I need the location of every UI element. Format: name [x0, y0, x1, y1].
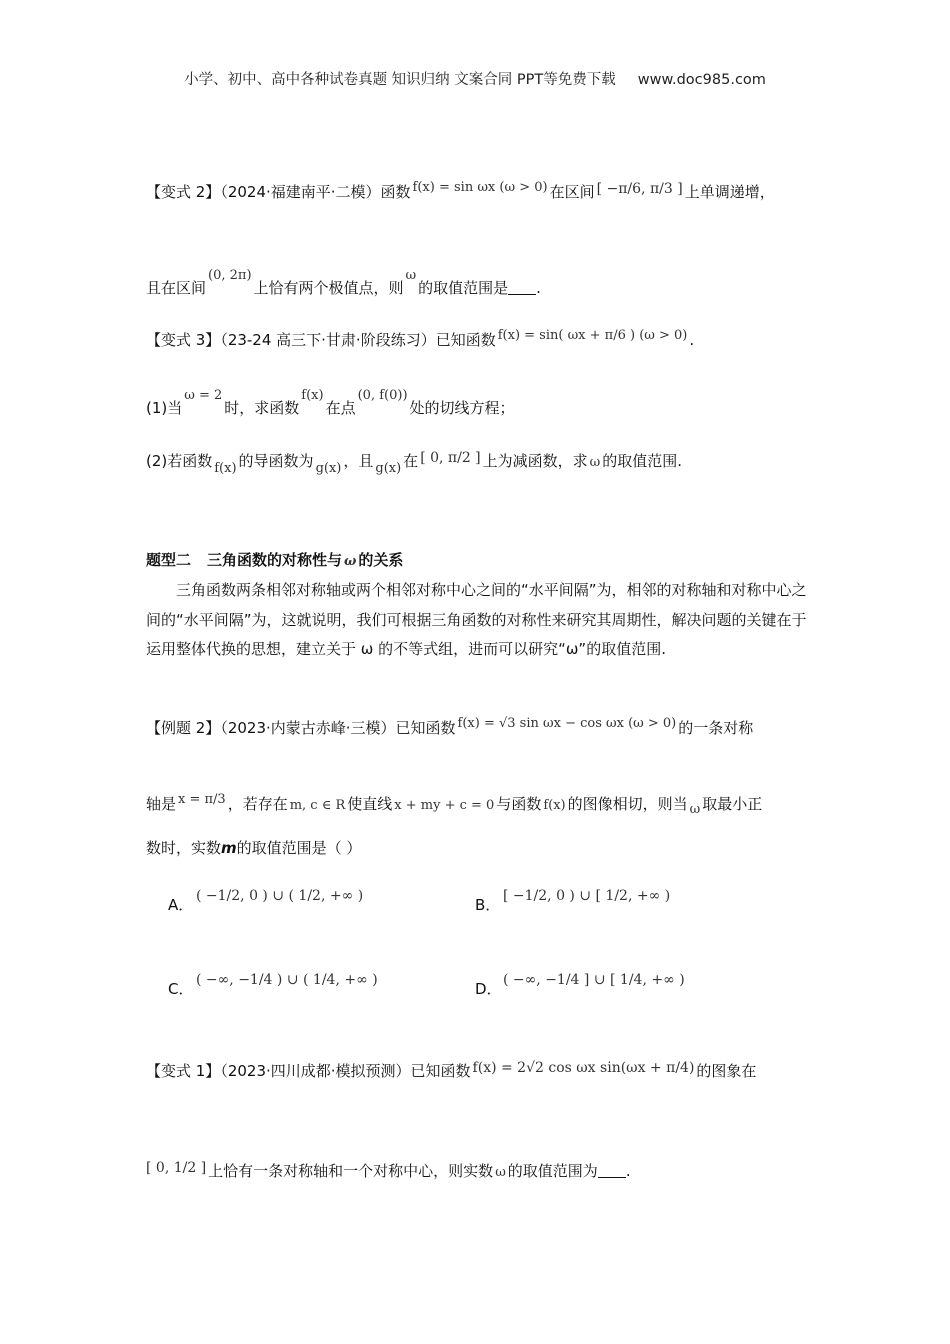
variant2-interval2: (0, 2π): [208, 268, 252, 283]
variant1-text: 已知函数: [410, 1062, 471, 1080]
option-c[interactable]: [168, 972, 380, 999]
header-text: 小学、初中、高中各种试卷真题 知识归纳 文案合同 PPT等免费下载: [184, 72, 616, 88]
q2-text: 上为减函数，求: [482, 452, 588, 470]
variant1-text: 的取值范围为: [507, 1162, 598, 1180]
header-url[interactable]: www.doc985.com: [637, 72, 766, 88]
section2-title: [146, 548, 826, 574]
section2-title-b: 三角函数的对称性与: [207, 551, 343, 569]
option-c-value: ( −∞, −1/4 ) ∪ ( 1/4, +∞ ): [196, 972, 378, 988]
option-d-value: ( −∞, −1/4 ] ∪ [ 1/4, +∞ ): [503, 972, 685, 988]
example2-source: （2023·内蒙古赤峰·三模）: [220, 719, 396, 737]
option-b-value: [ −1/2, 0 ) ∪ [ 1/2, +∞ ): [503, 888, 671, 904]
example2-text: 数时，实数: [146, 839, 222, 857]
variant3-line1: [146, 324, 826, 352]
variant3-function: f(x) = sin( ωx + π/6 ) (ω > 0): [497, 328, 688, 343]
q1-text: (1)当: [146, 399, 183, 417]
answer-blank: [508, 280, 536, 295]
omega-symbol: ω: [495, 1165, 506, 1180]
example2-text: 取最小正: [702, 795, 763, 813]
q1-point: (0, f(0)): [357, 388, 408, 403]
example2-line1: [146, 712, 826, 740]
variant1-label: 【变式 1】: [146, 1062, 221, 1080]
variant1-text: 上恰有一条对称轴和一个对称中心，则实数: [208, 1162, 494, 1180]
variant2-line2: [146, 264, 826, 300]
example2-text: ，若存在: [227, 795, 288, 813]
omega-symbol: ω: [344, 554, 357, 569]
variant2-label: 【变式 2】: [146, 183, 221, 201]
variant3-label: 【变式 3】: [146, 331, 221, 349]
example2-line2: [146, 788, 826, 822]
example2-line-eq: x + my + c = 0: [394, 798, 495, 813]
option-c-label: C．: [168, 980, 194, 998]
example2-text: 与函数: [496, 795, 542, 813]
variant2-function: f(x) = sin ωx (ω > 0): [412, 180, 548, 195]
variant1-text: 的图象在: [696, 1062, 757, 1080]
variant3-question2: [146, 446, 826, 481]
variant1-line2: [146, 1156, 826, 1185]
variant2-text: 上单调递增，: [684, 183, 775, 201]
variant2-text: 函数: [380, 183, 411, 201]
variant2-source: （2024·福建南平·二模）: [220, 183, 381, 201]
example2-text: 已知函数: [395, 719, 456, 737]
variant1-function: f(x) = 2√2 cos ωx sin(ωx + π/4): [472, 1060, 695, 1076]
q2-text: 的取值范围.: [602, 452, 683, 470]
example2-text: 轴是: [146, 795, 177, 813]
q1-text: 处的切线方程；: [409, 399, 515, 417]
variant2-text: .: [536, 279, 541, 297]
example2-line3: [146, 836, 826, 860]
q1-condition: ω = 2: [184, 388, 223, 403]
option-b[interactable]: [475, 888, 672, 915]
variant2-line1: [146, 176, 826, 204]
example2-m-var: m: [221, 839, 237, 857]
example2-function: f(x): [543, 798, 566, 813]
variant3-source: （23-24 高三下·甘肃·阶段练习）: [220, 331, 436, 349]
omega-symbol: ω: [405, 268, 417, 283]
q2-text: (2)若函数: [146, 452, 213, 470]
q1-function: f(x): [301, 388, 324, 403]
option-d[interactable]: [475, 972, 687, 999]
omega-symbol: ω: [689, 802, 701, 817]
variant2-text: 且在区间: [146, 279, 207, 297]
variant3-text: 已知函数: [435, 331, 496, 349]
variant2-interval1: [ −π/6, π/3 ]: [596, 181, 683, 197]
q2-function: f(x): [214, 461, 237, 476]
page-header: [0, 68, 950, 89]
section2-title-c: 的关系: [358, 551, 404, 569]
section2-title-a: 题型二: [146, 551, 192, 569]
variant1-interval: [ 0, 1/2 ]: [146, 1160, 207, 1176]
q2-derivative: g(x): [375, 461, 402, 476]
variant2-text: 在区间: [549, 183, 595, 201]
variant2-text: 上恰有两个极值点，则: [253, 279, 404, 297]
example2-condition: m, c ∈ R: [289, 798, 346, 813]
q1-text: 在点: [325, 399, 356, 417]
variant3-question1: [146, 384, 826, 420]
variant1-line1: [146, 1056, 826, 1083]
q2-interval: [ 0, π/2 ]: [420, 450, 481, 466]
section2-paragraph: 三角函数两条相邻对称轴或两个相邻对称中心之间的“水平间隔”为，相邻的对称轴和对称中心之间的“水平间隔”为，这就说明，我们可根据三角函数的对称性来研究其周期性，解决问题的关键在于运用整体代换的思想，建立关于 ω 的不等式组，进而可以研究“ω”的取值范围.: [146, 581, 807, 658]
option-a[interactable]: [168, 888, 365, 915]
example2-label: 【例题 2】: [146, 719, 221, 737]
answer-blank: [598, 1163, 626, 1178]
option-d-label: D．: [475, 980, 502, 998]
q2-derivative: g(x): [315, 461, 342, 476]
example2-function: f(x) = √3 sin ωx − cos ωx (ω > 0): [457, 716, 677, 731]
example2-text: 的图像相切，则当: [567, 795, 688, 813]
example2-axis: x = π/3: [178, 792, 226, 807]
q2-text: ，且: [343, 452, 374, 470]
variant3-text: .: [689, 331, 695, 349]
option-a-value: ( −1/2, 0 ) ∪ ( 1/2, +∞ ): [196, 888, 364, 904]
q2-text: 在: [403, 452, 419, 470]
example2-text: 的一条对称: [678, 719, 754, 737]
omega-symbol: ω: [589, 455, 601, 470]
option-a-label: A．: [168, 896, 194, 914]
variant2-text: 的取值范围是: [418, 279, 509, 297]
example2-text: 的取值范围是（ ）: [236, 839, 362, 857]
q2-text: 的导函数为: [238, 452, 314, 470]
variant1-text: .: [625, 1162, 631, 1180]
option-b-label: B．: [475, 896, 501, 914]
example2-text: 使直线: [347, 795, 393, 813]
variant1-source: （2023·四川成都·模拟预测）: [220, 1062, 411, 1080]
q1-text: 时，求函数: [224, 399, 300, 417]
